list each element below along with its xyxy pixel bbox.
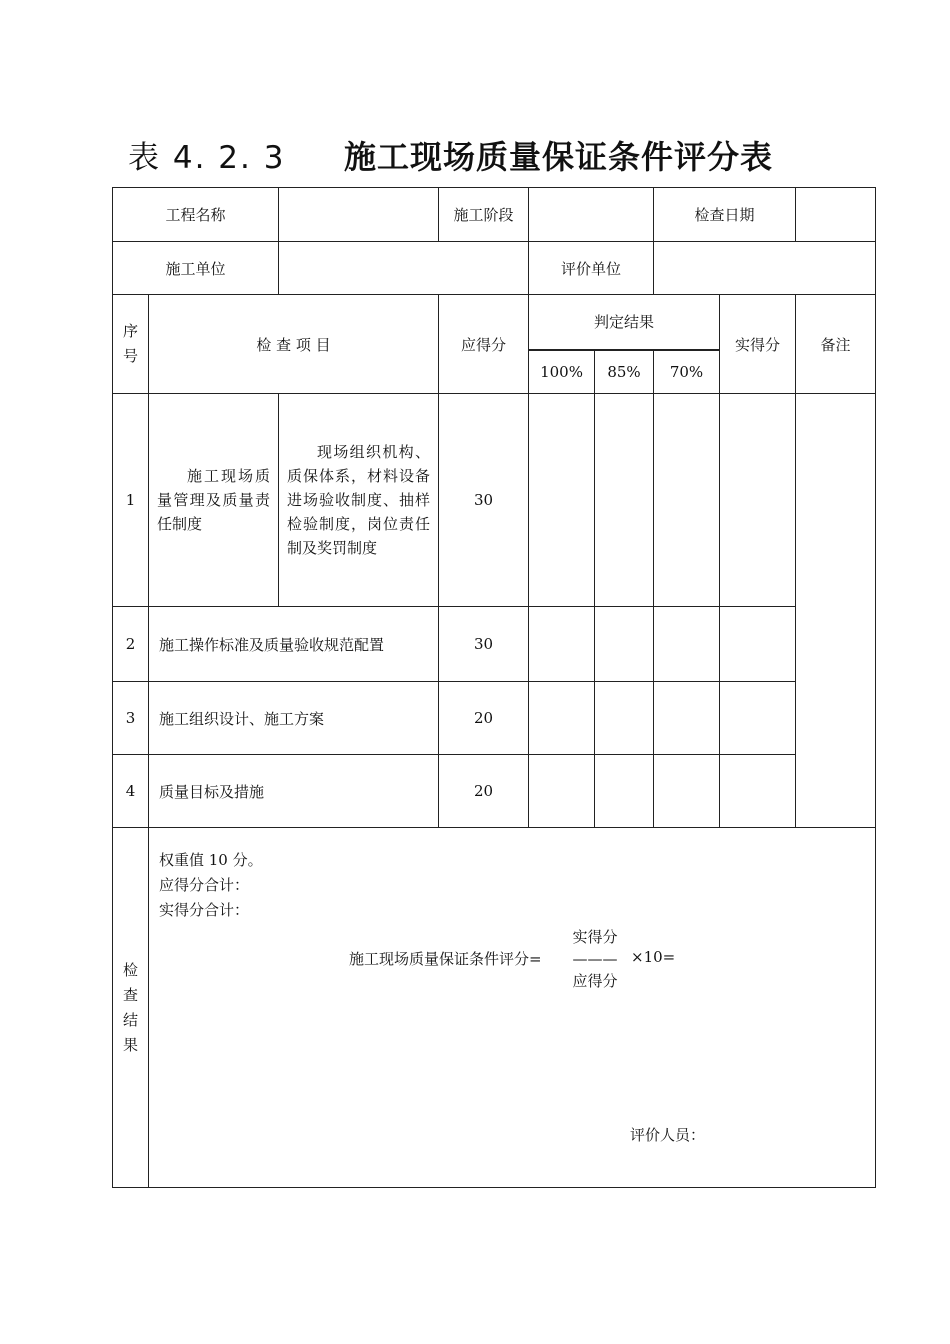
row-category: 施工现场质量管理及质量责任制度 [149,394,279,607]
evaluation-unit-field[interactable] [654,242,876,295]
cell-85[interactable] [595,682,654,755]
row-number: 2 [113,607,149,682]
evaluation-unit-label: 评价单位 [529,242,654,295]
table-row [113,394,876,607]
row-number: 4 [113,755,149,828]
result-label-char: 查 [122,985,138,1004]
table-row [113,682,876,755]
cell-85[interactable] [595,755,654,828]
seq-header [113,295,149,394]
due-score-header: 应得分 [439,295,529,394]
stage-field[interactable] [529,188,654,242]
row-score: 20 [439,755,529,828]
pct-70-header: 70% [654,350,720,394]
cell-100[interactable] [529,755,595,828]
seq-header-char: 号 [122,347,138,365]
cell-85[interactable] [595,394,654,607]
fraction-bar: ——— [572,950,618,968]
row-number: 3 [113,682,149,755]
result-cell[interactable] [149,828,876,1188]
check-date-field[interactable] [796,188,876,242]
cell-actual[interactable] [720,607,796,682]
result-label-char: 结 [122,1010,138,1029]
formula-tail: ×10= [631,948,676,966]
table-row [113,755,876,828]
row-number: 1 [113,394,149,607]
pct-100-header: 100% [529,350,595,394]
actual-score-header: 实得分 [720,295,796,394]
cell-100[interactable] [529,682,595,755]
project-name-label: 工程名称 [113,188,279,242]
result-label-char: 果 [122,1035,138,1054]
row-item: 施工组织设计、施工方案 [149,682,439,755]
denominator: 应得分 [572,972,618,990]
row-score: 20 [439,682,529,755]
row-item: 质量目标及措施 [149,755,439,828]
project-name-field[interactable] [279,188,439,242]
cell-70[interactable] [654,755,720,828]
pct-85-header: 85% [595,350,654,394]
result-label-char: 检 [122,960,138,979]
construction-unit-field[interactable] [279,242,529,295]
formula-fraction [569,926,621,992]
remark-cell[interactable] [796,394,876,828]
judgement-header: 判定结果 [529,295,720,350]
score-table [112,187,876,1188]
cell-85[interactable] [595,607,654,682]
due-total-text: 应得分合计： [159,876,250,894]
cell-70[interactable] [654,607,720,682]
cell-actual[interactable] [720,394,796,607]
table-number: 表 4. 2. 3 [128,140,286,176]
cell-actual[interactable] [720,755,796,828]
evaluator-label: 评价人员： [630,1126,706,1144]
cell-100[interactable] [529,394,595,607]
formula-label: 施工现场质量保证条件评分= [349,950,542,968]
title-row [0,132,950,176]
construction-unit-label: 施工单位 [113,242,279,295]
actual-total-text: 实得分合计： [159,901,250,919]
table-row [113,607,876,682]
cell-70[interactable] [654,394,720,607]
check-date-label: 检查日期 [654,188,796,242]
cell-100[interactable] [529,607,595,682]
item-header: 检 查 项 目 [149,295,439,394]
result-label [113,828,149,1188]
row-item: 施工操作标准及质量验收规范配置 [149,607,439,682]
cell-actual[interactable] [720,682,796,755]
row-detail: 现场组织机构、质保体系，材料设备进场验收制度、抽样检验制度，岗位责任制及奖罚制度 [279,394,439,607]
page-title: 施工现场质量保证条件评分表 [344,138,774,176]
numerator: 实得分 [572,928,618,946]
row-score: 30 [439,607,529,682]
cell-70[interactable] [654,682,720,755]
seq-header-char: 序 [122,322,138,340]
stage-label: 施工阶段 [439,188,529,242]
remark-header: 备注 [796,295,876,394]
weight-text: 权重值 10 分。 [159,851,263,869]
row-score: 30 [439,394,529,607]
